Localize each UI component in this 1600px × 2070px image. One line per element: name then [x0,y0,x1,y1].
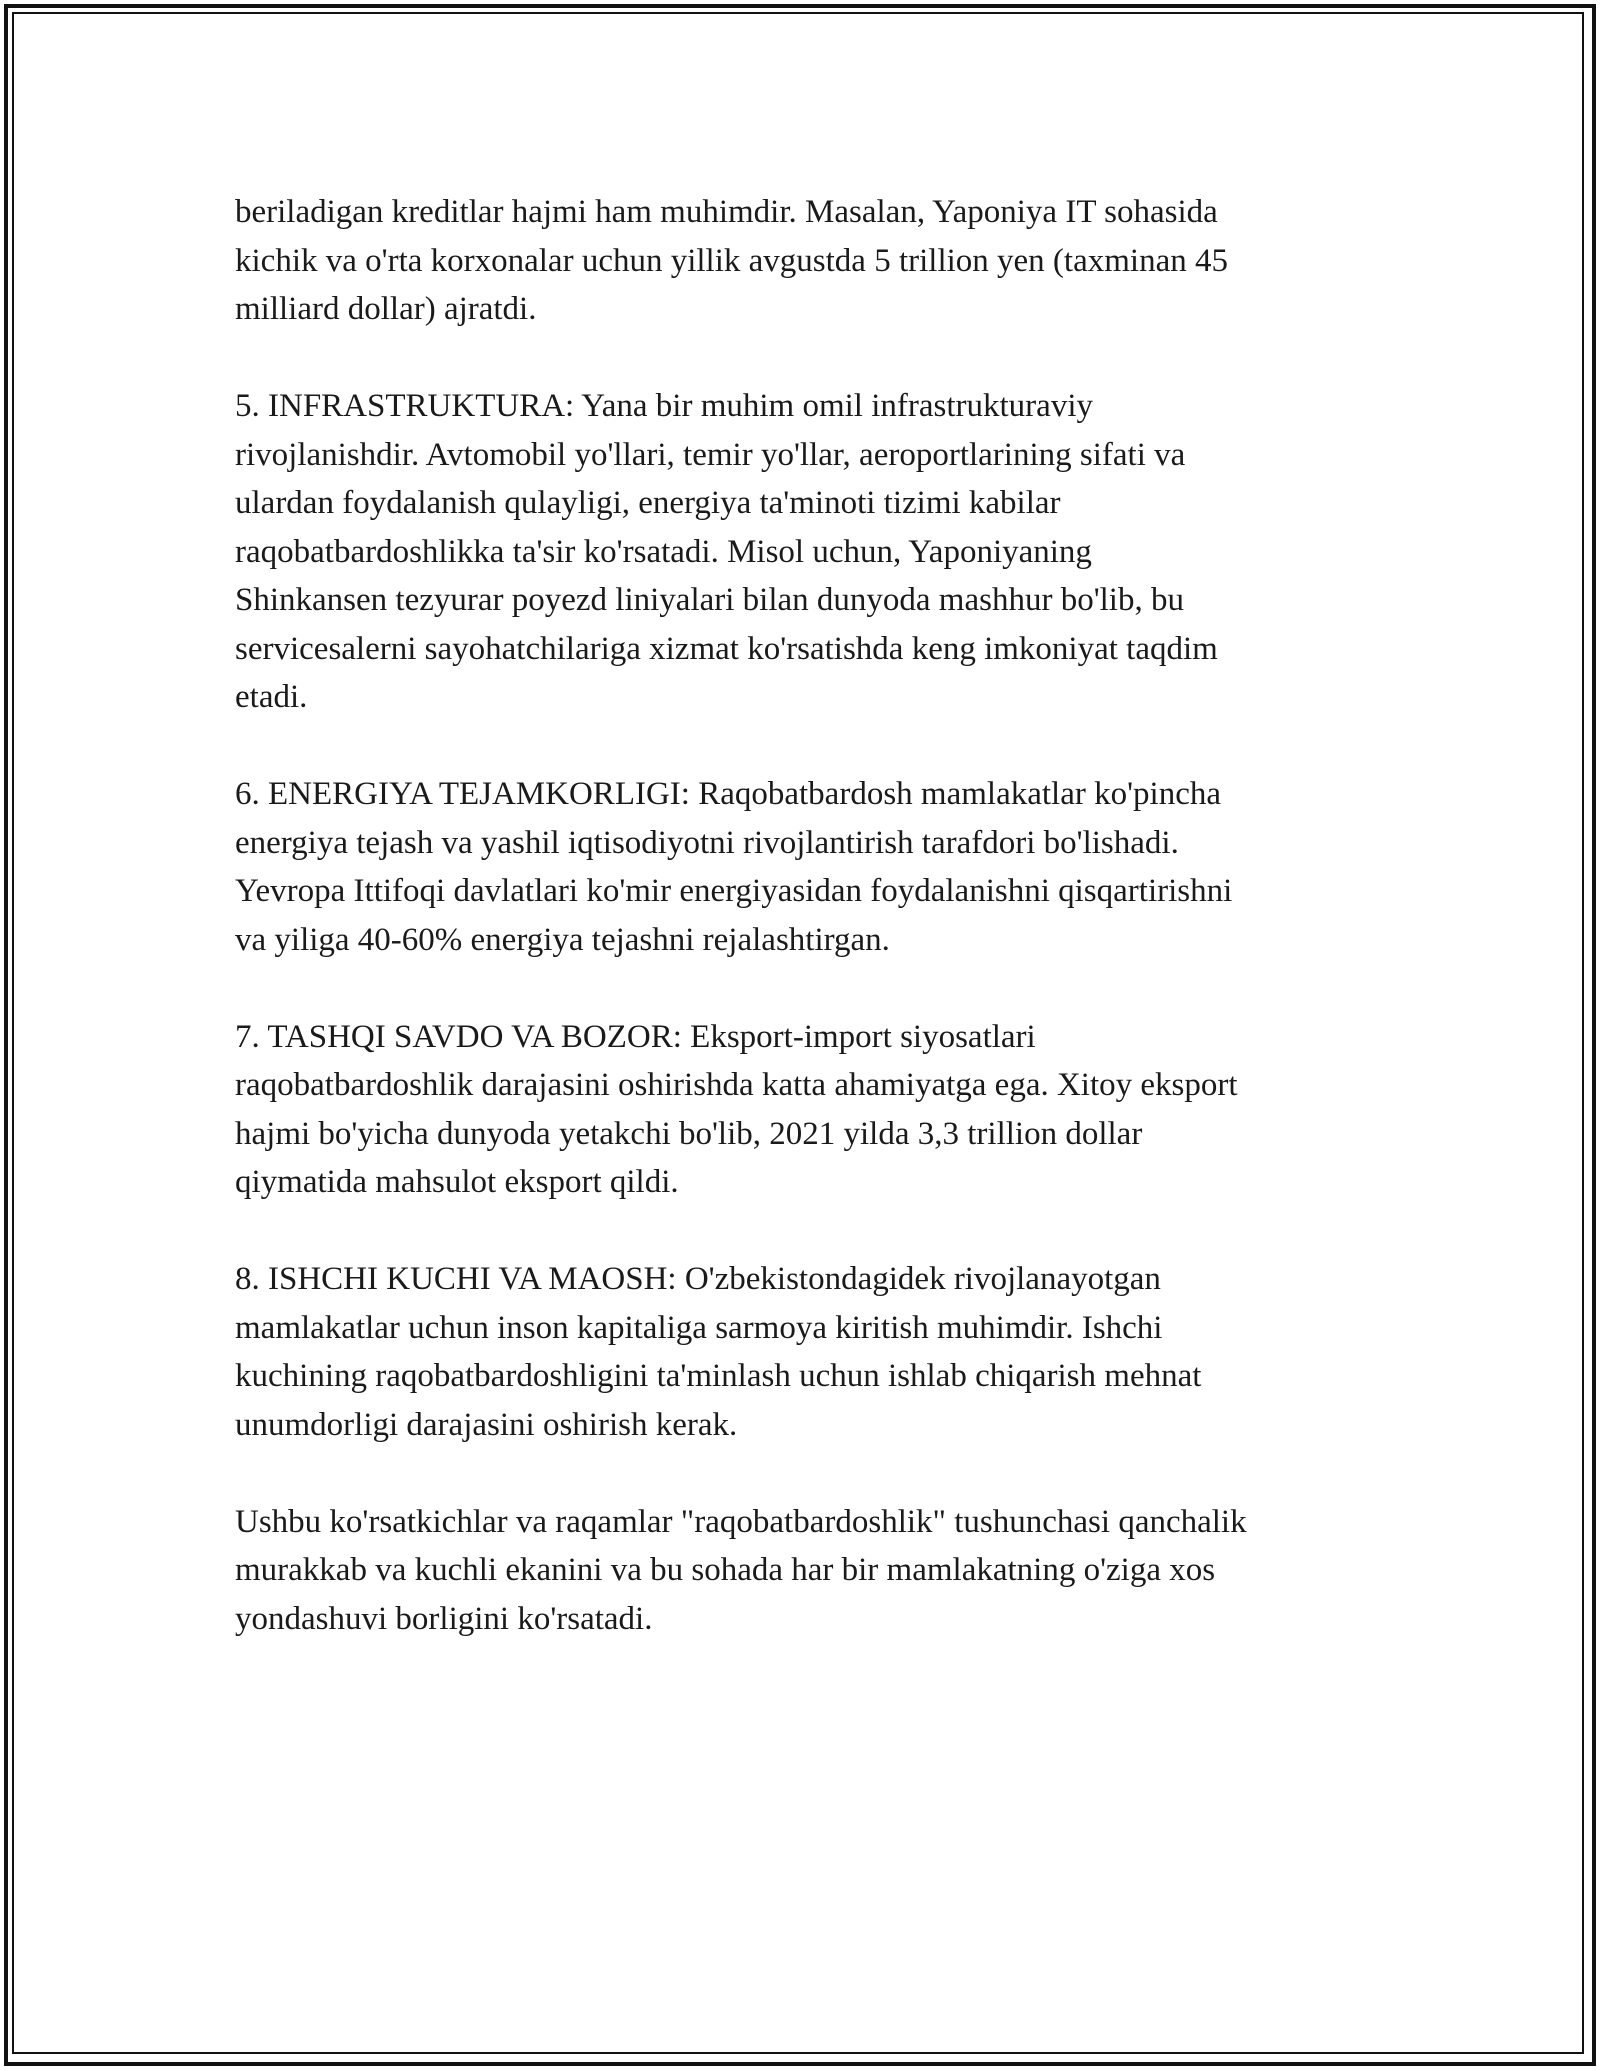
paragraph-infrastructure: 5. INFRASTRUKTURA: Yana bir muhim omil infrastrukturaviy rivojlanishdir. Avtomobil yo'llari, temir yo'llar, aeroportlarining sifati va ulardan foydalanish qulayligi, energiya ta'minoti tizimi kabilar raqobatbardoshlikka ta'sir ko'rsatadi. Misol uchun, Yaponiyaning Shinkansen tezyurar poyezd liniyalari bilan dunyoda mashhur bo'lib, bu servicesalerni sayohatchilariga xizmat ko'rsatishda keng imkoniyat taqdim etadi. [235,388,1218,715]
paragraph-energy-efficiency: 6. ENERGIYA TEJAMKORLIGI: Raqobatbardosh mamlakatlar ko'pincha energiya tejash va yashil iqtisodiyotni rivojlantirish tarafdori bo'lishadi. Yevropa Ittifoqi davlatlari ko'mir energiyasidan foydalanishni qisqartirishni va yiliga 40-60% energiya tejashni rejalashtirgan. [235,776,1233,958]
document-body [235,188,1370,1643]
paragraph-foreign-trade: 7. TASHQI SAVDO VA BOZOR: Eksport-import siyosatlari raqobatbardoshlik darajasini oshirishda katta ahamiyatga ega. Xitoy eksport hajmi bo'yicha dunyoda yetakchi bo'lib, 2021 yilda 3,3 trillion dollar qiymatida mahsulot eksport qildi. [235,1018,1238,1200]
paragraph-labor-wages: 8. ISHCHI KUCHI VA MAOSH: O'zbekistondagidek rivojlanayotgan mamlakatlar uchun inson kapitaliga sarmoya kiritish muhimdir. Ishchi kuchining raqobatbardoshligini ta'minlash uchun ishlab chiqarish mehnat unumdorligi darajasini oshirish kerak. [235,1261,1202,1443]
paragraph-credits: beriladigan kreditlar hajmi ham muhimdir. Masalan, Yaponiya IT sohasida kichik va o'rta korxonalar uchun yillik avgustda 5 trillion yen (taxminan 45 milliard dollar) ajratdi. [235,194,1228,327]
paragraph-conclusion: Ushbu ko'rsatkichlar va raqamlar "raqobatbardoshlik" tushunchasi qanchalik murakkab va kuchli ekanini va bu sohada har bir mamlakatning o'ziga xos yondashuvi borligini ko'rsatadi. [235,1503,1247,1637]
